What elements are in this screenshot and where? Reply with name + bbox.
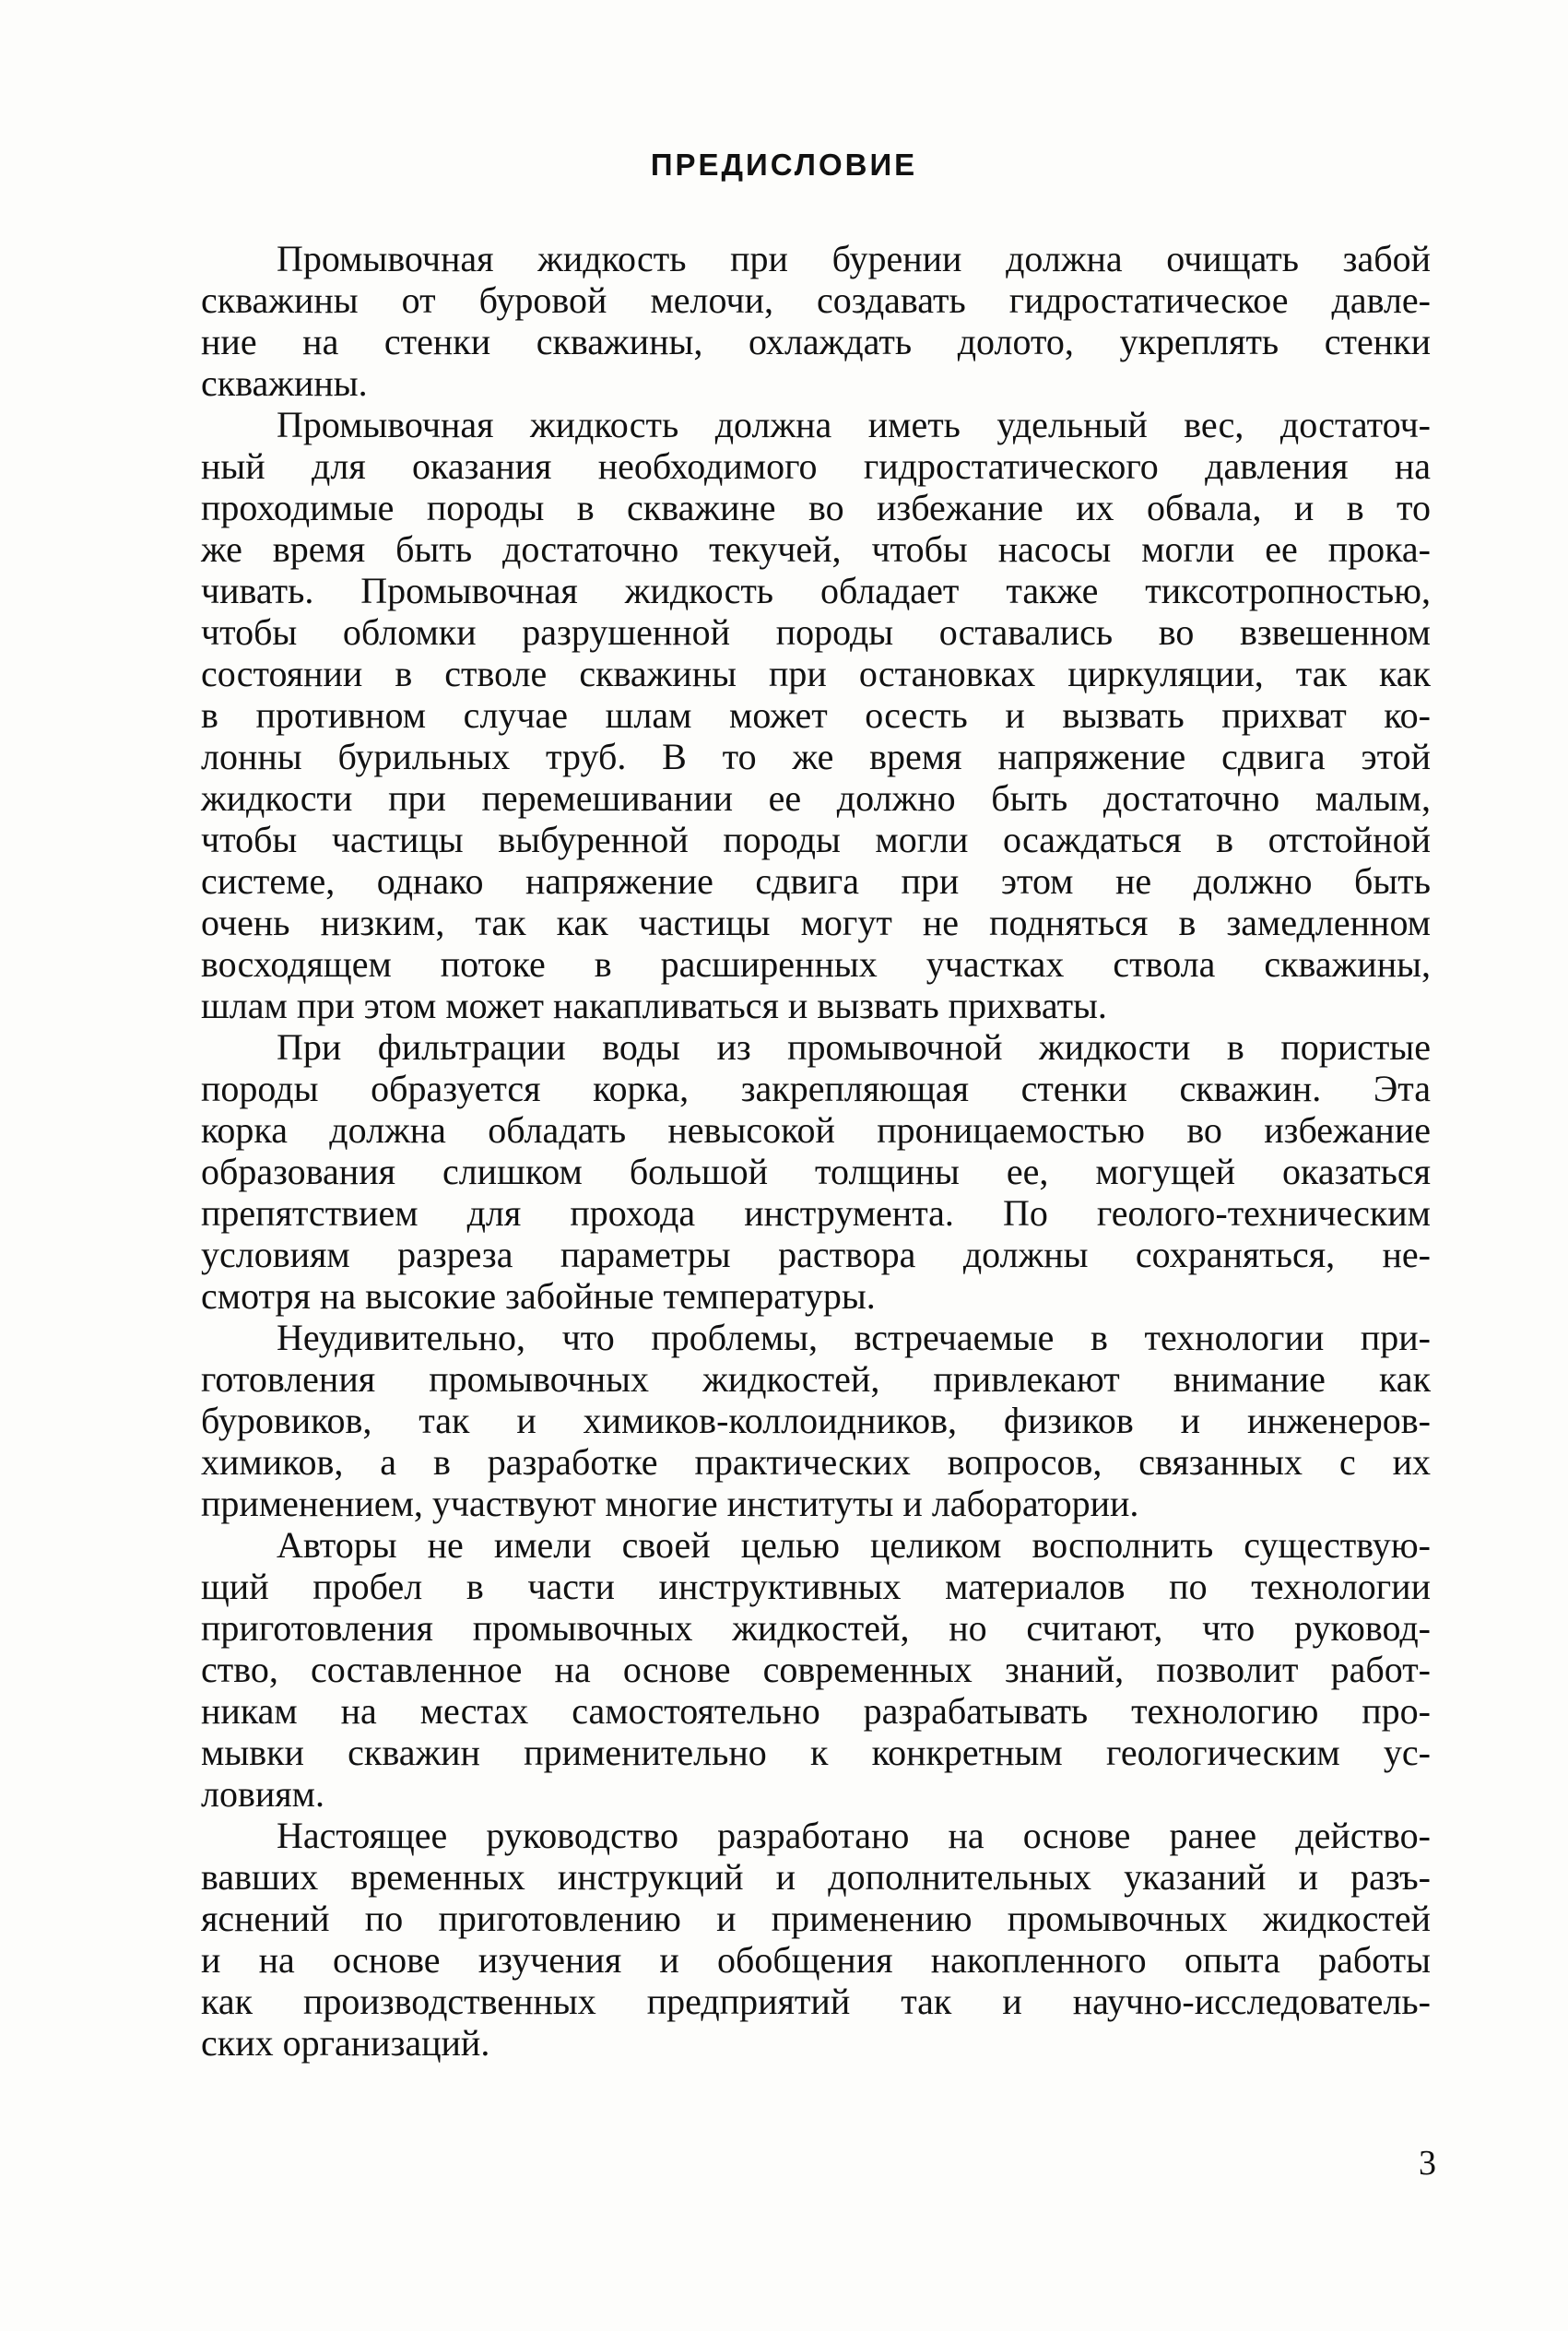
text-line: лонны бурильных труб. В то же время напряжение сдвига этой — [201, 736, 1431, 777]
page-number: 3 — [1419, 2144, 1436, 2183]
text-line: породы образуется корка, закрепляющая стенки скважин. Эта — [201, 1068, 1431, 1109]
text-line: Промывочная жидкость при бурении должна очищать забой — [277, 238, 1431, 279]
text-line: в противном случае шлам может осесть и вызвать прихват ко- — [201, 694, 1431, 736]
text-line: ство, составленное на основе современных знаний, позволит работ- — [201, 1649, 1431, 1690]
text-line: применением, участвуют многие институты и лаборатории. — [201, 1483, 1139, 1524]
text-line: Промывочная жидкость должна иметь удельный вес, достаточ- — [277, 404, 1431, 445]
text-line: Неудивительно, что проблемы, встречаемые в технологии при- — [277, 1317, 1431, 1358]
paragraph — [201, 238, 1431, 404]
paragraph — [201, 1815, 1431, 2064]
paragraph — [201, 1026, 1431, 1317]
text-line: шлам при этом может накапливаться и вызвать прихваты. — [201, 985, 1107, 1026]
text-line: мывки скважин применительно к конкретным геологическим ус- — [201, 1732, 1431, 1773]
text-line: ный для оказания необходимого гидростатического давления на — [201, 445, 1431, 487]
text-line: чтобы обломки разрушенной породы оставались во взвешенном — [201, 611, 1431, 653]
text-line: системе, однако напряжение сдвига при этом не должно быть — [201, 860, 1431, 902]
body-text — [201, 238, 1431, 2064]
paragraph — [201, 404, 1431, 1026]
text-line: состоянии в стволе скважины при остановках циркуляции, так как — [201, 653, 1431, 694]
text-line: препятствием для прохода инструмента. По геолого-техническим — [201, 1192, 1431, 1234]
text-line: готовления промывочных жидкостей, привлекают внимание как — [201, 1358, 1431, 1400]
paragraph — [201, 1317, 1431, 1524]
text-line: скважины от буровой мелочи, создавать гидростатическое давле- — [201, 279, 1431, 321]
text-line: Авторы не имели своей целью целиком восполнить существую- — [277, 1524, 1431, 1566]
text-line: же время быть достаточно текучей, чтобы насосы могли ее прока- — [201, 528, 1431, 570]
text-line: вавших временных инструкций и дополнительных указаний и разъ- — [201, 1856, 1431, 1898]
text-line: Настоящее руководство разработано на основе ранее действо- — [277, 1815, 1431, 1856]
text-line: ских организаций. — [201, 2022, 490, 2064]
text-line: приготовления промывочных жидкостей, но считают, что руковод- — [201, 1607, 1431, 1649]
paragraph — [201, 1524, 1431, 1815]
text-line: корка должна обладать невысокой проницаемостью во избежание — [201, 1109, 1431, 1151]
text-line: проходимые породы в скважине во избежание их обвала, и в то — [201, 487, 1431, 528]
text-line: условиям разреза параметры раствора должны сохраняться, не- — [201, 1234, 1431, 1275]
text-line: чивать. Промывочная жидкость обладает также тиксотропностью, — [201, 570, 1431, 611]
text-line: При фильтрации воды из промывочной жидкости в пористые — [277, 1026, 1431, 1068]
text-line: и на основе изучения и обобщения накопленного опыта работы — [201, 1939, 1431, 1981]
text-line: чтобы частицы выбуренной породы могли осаждаться в отстойной — [201, 819, 1431, 860]
text-line: восходящем потоке в расширенных участках ствола скважины, — [201, 943, 1431, 985]
text-line: ние на стенки скважины, охлаждать долото, укреплять стенки — [201, 321, 1431, 362]
text-line: жидкости при перемешивании ее должно быть достаточно малым, — [201, 777, 1431, 819]
text-line: буровиков, так и химиков-коллоидников, физиков и инженеров- — [201, 1400, 1431, 1441]
text-line: очень низким, так как частицы могут не подняться в замедленном — [201, 902, 1431, 943]
text-line: ловиям. — [201, 1773, 324, 1815]
text-line: никам на местах самостоятельно разрабатывать технологию про- — [201, 1690, 1431, 1732]
page-title: ПРЕДИСЛОВИЕ — [650, 148, 918, 182]
text-line: скважины. — [201, 362, 368, 404]
text-line: яснений по приготовлению и применению промывочных жидкостей — [201, 1898, 1431, 1939]
text-line: образования слишком большой толщины ее, могущей оказаться — [201, 1151, 1431, 1192]
text-line: как производственных предприятий так и научно-исследователь- — [201, 1981, 1431, 2022]
text-line: щий пробел в части инструктивных материалов по технологии — [201, 1566, 1431, 1607]
text-line: смотря на высокие забойные температуры. — [201, 1275, 876, 1317]
text-line: химиков, а в разработке практических вопросов, связанных с их — [201, 1441, 1431, 1483]
